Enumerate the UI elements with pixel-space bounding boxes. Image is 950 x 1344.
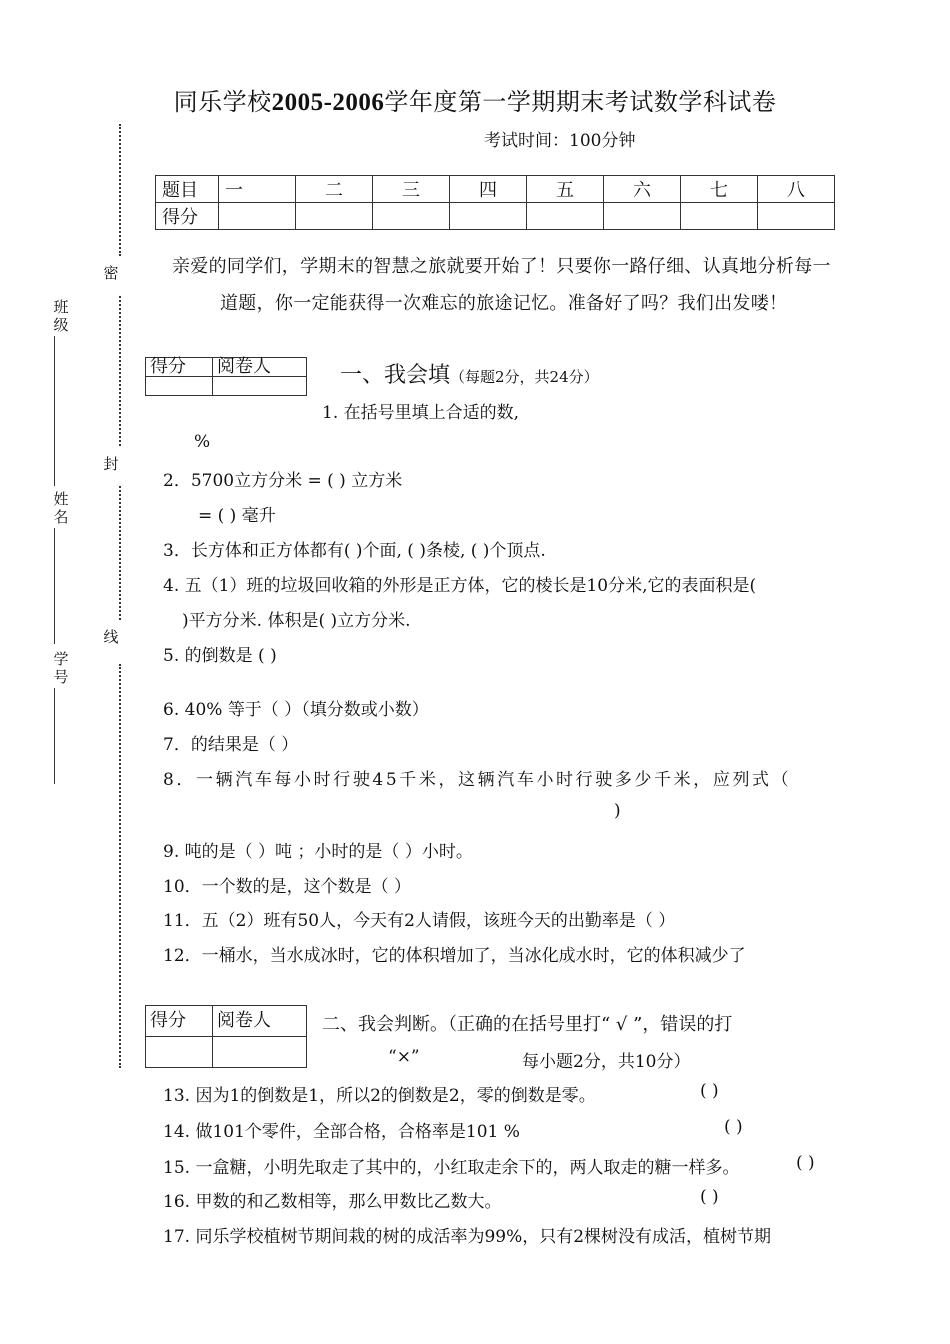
exam-time: 考试时间：100分钟 xyxy=(484,131,636,151)
score-cell[interactable] xyxy=(296,203,373,230)
section-2-note: 每小题2分，共10分） xyxy=(522,1052,691,1072)
id-line xyxy=(54,688,55,784)
score-col: 三 xyxy=(373,176,450,203)
seal-dotted-line-1 xyxy=(119,124,121,256)
intro-line-1: 亲爱的同学们，学期末的智慧之旅就要开始了！只要你一路仔细、认真地分析每一 xyxy=(172,256,831,277)
grader-name-label: 阅卷人 xyxy=(213,1006,307,1037)
grader-name-cell[interactable] xyxy=(213,377,307,396)
question-4: 4. 五（1）班的垃圾回收箱的外形是正方体，它的棱长是10分米,它的表面积是( xyxy=(163,576,757,596)
question-10: 10．一个数的是，这个数是（ ） xyxy=(163,877,412,897)
seal-char-xian: 线 xyxy=(103,628,119,646)
question-12: 12．一桶水，当水成冰时，它的体积增加了，当冰化成水时，它的体积减少了 xyxy=(163,946,746,966)
class-label: 班级 xyxy=(53,298,69,334)
question-16: 16. 甲数的和乙数相等，那么甲数比乙数大。 xyxy=(163,1192,502,1212)
question-11: 11．五（2）班有50人，今天有2人请假，该班今天的出勤率是（ ） xyxy=(163,911,676,931)
seal-char-mi: 密 xyxy=(103,264,119,282)
score-cell[interactable] xyxy=(758,203,835,230)
question-14: 14. 做101个零件，全部合格，合格率是101 % xyxy=(163,1122,520,1142)
score-col: 五 xyxy=(527,176,604,203)
score-cell[interactable] xyxy=(219,203,296,230)
score-col: 七 xyxy=(681,176,758,203)
name-label: 姓名 xyxy=(53,490,69,526)
question-6: 6. 40% 等于（ ）（填分数或小数） xyxy=(163,700,429,720)
question-7: 7．的结果是（ ） xyxy=(163,735,299,755)
score-table-score-row xyxy=(156,203,835,230)
question-8-close: ) xyxy=(614,801,621,821)
section-2-cross: “×” xyxy=(388,1047,420,1067)
grader-name-cell[interactable] xyxy=(213,1037,307,1068)
score-row-label: 题目 xyxy=(156,176,219,203)
seal-char-feng: 封 xyxy=(103,455,119,473)
score-row-label: 得分 xyxy=(156,203,219,230)
score-col: 二 xyxy=(296,176,373,203)
question-5: 5. 的倒数是 ( ) xyxy=(163,646,277,666)
question-4-line2: )平方分米. 体积是( )立方分米. xyxy=(182,611,411,631)
question-1-percent: % xyxy=(194,432,211,452)
grader-score-label: 得分 xyxy=(146,358,213,377)
intro-line-2: 道题，你一定能获得一次难忘的旅途记忆。准备好了吗？我们出发喽！ xyxy=(220,293,788,314)
score-col: 八 xyxy=(758,176,835,203)
answer-bracket-13[interactable]: ( ) xyxy=(700,1081,719,1101)
question-3: 3．长方体和正方体都有( )个面, ( )条棱, ( )个顶点. xyxy=(163,541,546,561)
question-15: 15. 一盒糖，小明先取走了其中的，小红取走余下的，两人取走的糖一样多。 xyxy=(163,1158,740,1178)
score-col: 六 xyxy=(604,176,681,203)
answer-bracket-16[interactable]: ( ) xyxy=(700,1187,719,1207)
grader-score-cell[interactable] xyxy=(146,1037,213,1068)
score-table-header-row xyxy=(156,176,835,203)
question-13: 13. 因为1的倒数是1，所以2的倒数是2，零的倒数是零。 xyxy=(163,1086,596,1106)
score-cell[interactable] xyxy=(604,203,681,230)
question-1: 1. 在括号里填上合适的数, xyxy=(322,403,520,423)
answer-bracket-14[interactable]: ( ) xyxy=(724,1117,743,1137)
section-2-title: 二、我会判断。（正确的在括号里打“ √ ”，错误的打 xyxy=(322,1014,733,1035)
score-col: 四 xyxy=(450,176,527,203)
question-2-line2: = ( ) 毫升 xyxy=(198,506,276,526)
name-line xyxy=(54,528,55,644)
question-2: 2．5700立方分米 = ( ) 立方米 xyxy=(163,471,403,491)
grader-box-1 xyxy=(145,357,307,396)
score-cell[interactable] xyxy=(373,203,450,230)
score-col: 一 xyxy=(219,176,296,203)
grader-score-cell[interactable] xyxy=(146,377,213,396)
grader-score-label: 得分 xyxy=(146,1006,213,1037)
seal-dotted-line-3 xyxy=(119,486,121,620)
section-1-title: 一、我会填（每题2分，共24分） xyxy=(340,363,599,388)
exam-title: 同乐学校2005-2006学年度第一学期期末考试数学科试卷 xyxy=(173,88,777,116)
question-8: 8．一辆汽车每小时行驶45千米，这辆汽车小时行驶多少千米，应列式（ xyxy=(163,770,792,790)
seal-dotted-line-4 xyxy=(119,664,121,1068)
score-cell[interactable] xyxy=(681,203,758,230)
grader-name-label: 阅卷人 xyxy=(213,358,307,377)
id-label: 学号 xyxy=(53,650,69,686)
score-table xyxy=(155,175,835,230)
score-cell[interactable] xyxy=(450,203,527,230)
question-17: 17. 同乐学校植树节期间栽的树的成活率为99%，只有2棵树没有成活，植树节期 xyxy=(163,1227,772,1247)
score-cell[interactable] xyxy=(527,203,604,230)
answer-bracket-15[interactable]: ( ) xyxy=(796,1153,815,1173)
seal-dotted-line-2 xyxy=(119,296,121,446)
question-9: 9. 吨的是（ ）吨 ；小时的是（ ）小时。 xyxy=(163,842,473,862)
grader-box-2 xyxy=(145,1005,307,1068)
class-line xyxy=(54,336,55,486)
